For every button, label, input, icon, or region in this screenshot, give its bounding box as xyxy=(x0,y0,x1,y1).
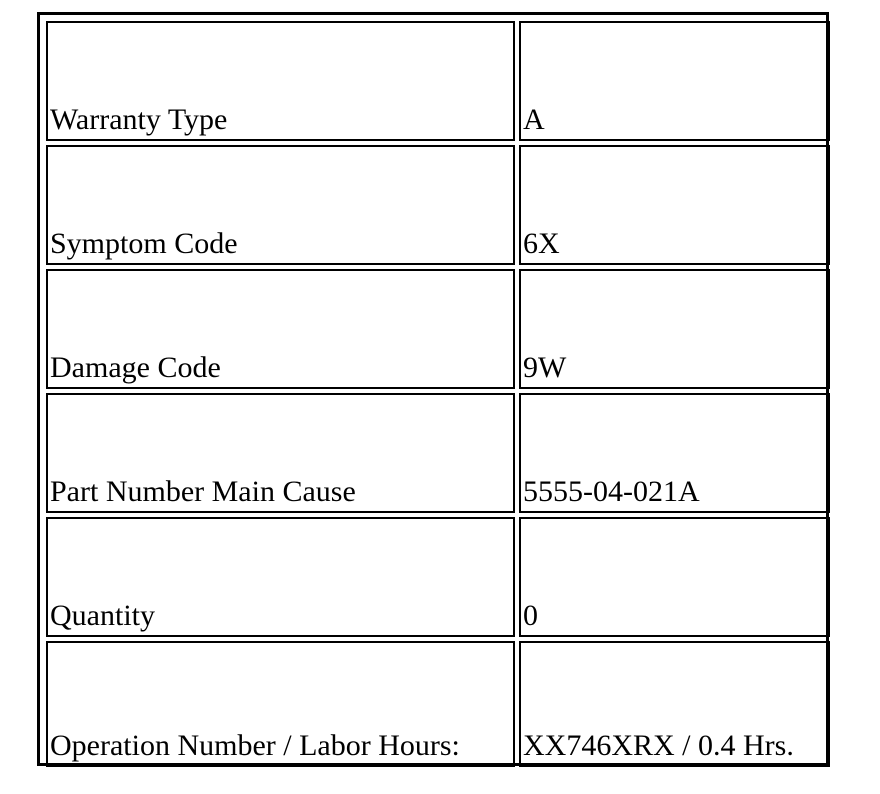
symptom-code-label: Symptom Code xyxy=(46,145,515,265)
operation-number-labor-hours-label: Operation Number / Labor Hours: xyxy=(46,641,515,767)
table-row xyxy=(46,641,830,767)
symptom-code-value: 6X xyxy=(519,145,830,265)
damage-code-value: 9W xyxy=(519,269,830,389)
table-row xyxy=(46,393,830,513)
table-row xyxy=(46,517,830,637)
warranty-claim-table xyxy=(42,17,834,771)
warranty-type-label: Warranty Type xyxy=(46,21,515,141)
quantity-label: Quantity xyxy=(46,517,515,637)
part-number-main-cause-value: 5555-04-021A xyxy=(519,393,830,513)
table-row xyxy=(46,269,830,389)
operation-number-labor-hours-value: XX746XRX / 0.4 Hrs. xyxy=(519,641,830,767)
table-row xyxy=(46,145,830,265)
damage-code-label: Damage Code xyxy=(46,269,515,389)
quantity-value: 0 xyxy=(519,517,830,637)
warranty-type-value: A xyxy=(519,21,830,141)
table-row xyxy=(46,21,830,141)
part-number-main-cause-label: Part Number Main Cause xyxy=(46,393,515,513)
